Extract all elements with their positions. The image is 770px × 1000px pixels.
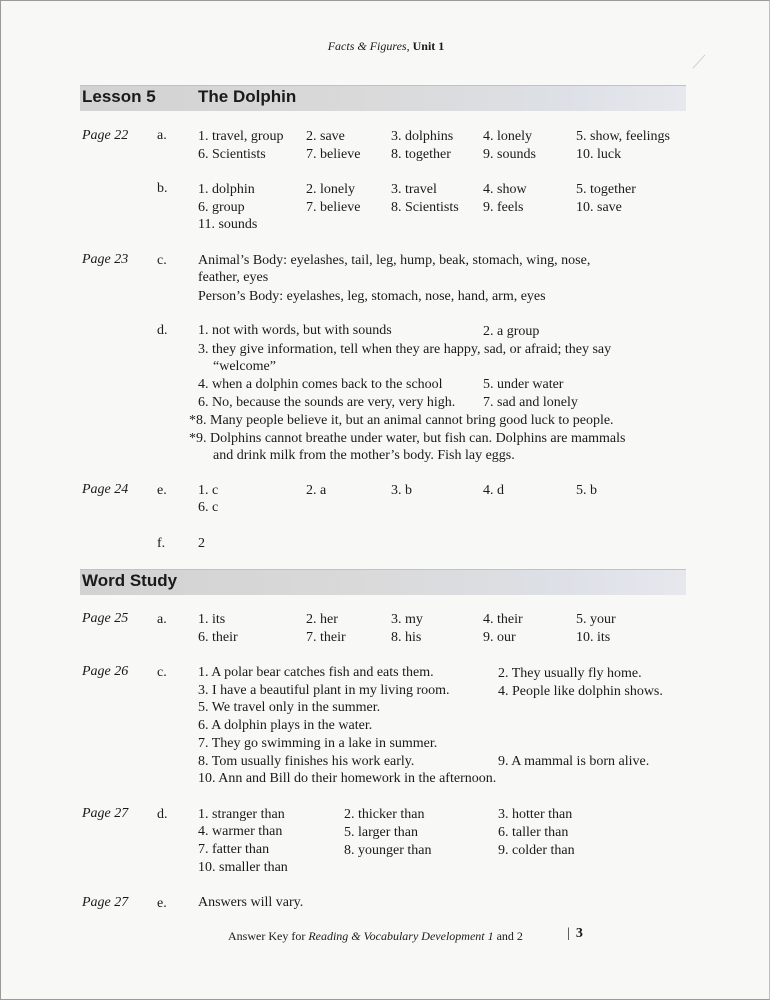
footer-suffix: and 2 <box>493 929 523 943</box>
footer-book-title: Reading & Vocabulary Development 1 <box>308 929 494 943</box>
answer-line: 3. I have a beautiful plant in my living room. <box>198 683 450 698</box>
answer-item: 1. stranger than <box>198 807 285 822</box>
header-separator: , <box>406 39 413 53</box>
page-number: 3 <box>575 926 583 941</box>
answer-item: 9. our <box>483 630 516 645</box>
answer-item: 7. believe <box>306 147 361 162</box>
page-ref-25: Page 25 <box>82 611 129 626</box>
answer-item: 8. younger than <box>344 843 432 858</box>
answer-line: Animal’s Body: eyelashes, tail, leg, hump, beak, stomach, wing, nose, <box>198 253 591 268</box>
exercise-letter-c: c. <box>157 253 167 268</box>
exercise-letter-e: e. <box>157 483 167 498</box>
answer-item: 8. together <box>391 147 451 162</box>
answer-item: Answers will vary. <box>198 895 304 910</box>
exercise-letter-a: a. <box>157 128 167 143</box>
answer-item: 11. sounds <box>198 217 258 232</box>
page-ref-22: Page 22 <box>82 128 129 143</box>
lesson-heading-bar <box>80 85 686 111</box>
answer-item: 1. its <box>198 612 226 627</box>
answer-item: 8. his <box>391 630 422 645</box>
answer-item: 7. fatter than <box>198 842 270 857</box>
answer-line: 5. under water <box>483 377 564 392</box>
answer-item: 5. together <box>576 182 636 197</box>
answer-item: 4. d <box>483 483 504 498</box>
answer-item: 3. hotter than <box>498 807 573 822</box>
answer-item: 6. group <box>198 200 245 215</box>
answer-item: 3. my <box>391 612 423 627</box>
answer-line: 3. they give information, tell when they are happy, sad, or afraid; they say <box>198 342 612 357</box>
answer-item: 9. colder than <box>498 843 575 858</box>
word-study-title: Word Study <box>82 571 178 590</box>
answer-item: 3. travel <box>391 182 437 197</box>
answer-item: 4. lonely <box>483 129 532 144</box>
exercise-letter-b: b. <box>157 181 168 196</box>
answer-line: 9. A mammal is born alive. <box>498 754 650 769</box>
answer-item: 9. sounds <box>483 147 536 162</box>
answer-line: 6. No, because the sounds are very, very high. <box>198 395 456 410</box>
answer-item: 5. show, feelings <box>576 129 670 144</box>
page-ref-26: Page 26 <box>82 664 129 679</box>
answer-line: 2. a group <box>483 324 540 339</box>
answer-line: 4. when a dolphin comes back to the school <box>198 377 443 392</box>
lesson-label: Lesson 5 <box>82 87 156 106</box>
answer-item: 2. a <box>306 483 327 498</box>
answer-item: 2. save <box>306 129 345 144</box>
answer-item: 6. c <box>198 500 219 515</box>
answer-line: 8. Tom usually finishes his work early. <box>198 754 415 769</box>
answer-item: 2. her <box>306 612 338 627</box>
answer-item: 1. dolphin <box>198 182 255 197</box>
answer-item: 10. save <box>576 200 622 215</box>
exercise-letter-d: d. <box>157 323 168 338</box>
answer-line: 7. sad and lonely <box>483 395 578 410</box>
pen-mark <box>693 54 706 68</box>
footer-divider: | <box>567 926 570 941</box>
answer-line: and drink milk from the mother’s body. Fish lay eggs. <box>213 448 515 463</box>
footer-prefix: Answer Key for <box>228 929 309 943</box>
answer-item: 5. b <box>576 483 597 498</box>
answer-item: 2. thicker than <box>344 807 425 822</box>
word-study-heading-bar <box>80 569 686 595</box>
answer-item: 10. smaller than <box>198 860 288 875</box>
exercise-letter-f: f. <box>157 536 166 551</box>
answer-item: 6. Scientists <box>198 147 266 162</box>
page-ref-27: Page 27 <box>82 895 129 910</box>
answer-item: 4. show <box>483 182 527 197</box>
answer-item: 2 <box>198 536 205 551</box>
answer-item: 6. their <box>198 630 238 645</box>
answer-line: 1. A polar bear catches fish and eats them. <box>198 665 434 680</box>
answer-item: 7. their <box>306 630 346 645</box>
exercise-letter-a: a. <box>157 612 167 627</box>
answer-item: 1. c <box>198 483 219 498</box>
answer-line: 5. We travel only in the summer. <box>198 700 381 715</box>
page-ref-27: Page 27 <box>82 806 129 821</box>
page-ref-24: Page 24 <box>82 482 129 497</box>
answer-item: 10. luck <box>576 147 622 162</box>
running-header <box>1 39 770 54</box>
answer-line: *8. Many people believe it, but an animal cannot bring good luck to people. <box>189 413 614 428</box>
answer-item: 1. travel, group <box>198 129 284 144</box>
answer-item: 4. their <box>483 612 523 627</box>
answer-line: feather, eyes <box>198 270 269 285</box>
answer-item: 3. b <box>391 483 412 498</box>
page-number-block <box>567 926 583 942</box>
answer-line: 7. They go swimming in a lake in summer. <box>198 736 438 751</box>
answer-line: 2. They usually fly home. <box>498 666 642 681</box>
exercise-letter-d: d. <box>157 807 168 822</box>
exercise-letter-c: c. <box>157 665 167 680</box>
answer-line: *9. Dolphins cannot breathe under water, but fish can. Dolphins are mammals <box>189 431 626 446</box>
answer-item: 2. lonely <box>306 182 355 197</box>
page-ref-23: Page 23 <box>82 252 129 267</box>
exercise-letter-e: e. <box>157 896 167 911</box>
answer-item: 5. your <box>576 612 616 627</box>
answer-item: 5. larger than <box>344 825 418 840</box>
answer-item: 9. feels <box>483 200 524 215</box>
answer-line: “welcome” <box>213 359 276 374</box>
answer-item: 10. its <box>576 630 611 645</box>
footer <box>228 929 523 944</box>
answer-line: 6. A dolphin plays in the water. <box>198 718 373 733</box>
answer-item: 7. believe <box>306 200 361 215</box>
unit-label: Unit 1 <box>412 39 445 53</box>
answer-item: 3. dolphins <box>391 129 454 144</box>
answer-line: 4. People like dolphin shows. <box>498 684 663 699</box>
book-title: Facts & Figures <box>327 39 407 53</box>
answer-line: 10. Ann and Bill do their homework in the afternoon. <box>198 771 497 786</box>
answer-line: Person’s Body: eyelashes, leg, stomach, nose, hand, arm, eyes <box>198 289 546 304</box>
answer-item: 8. Scientists <box>391 200 459 215</box>
answer-line: 1. not with words, but with sounds <box>198 323 392 338</box>
answer-item: 6. taller than <box>498 825 569 840</box>
answer-item: 4. warmer than <box>198 824 283 839</box>
lesson-title: The Dolphin <box>198 87 297 106</box>
